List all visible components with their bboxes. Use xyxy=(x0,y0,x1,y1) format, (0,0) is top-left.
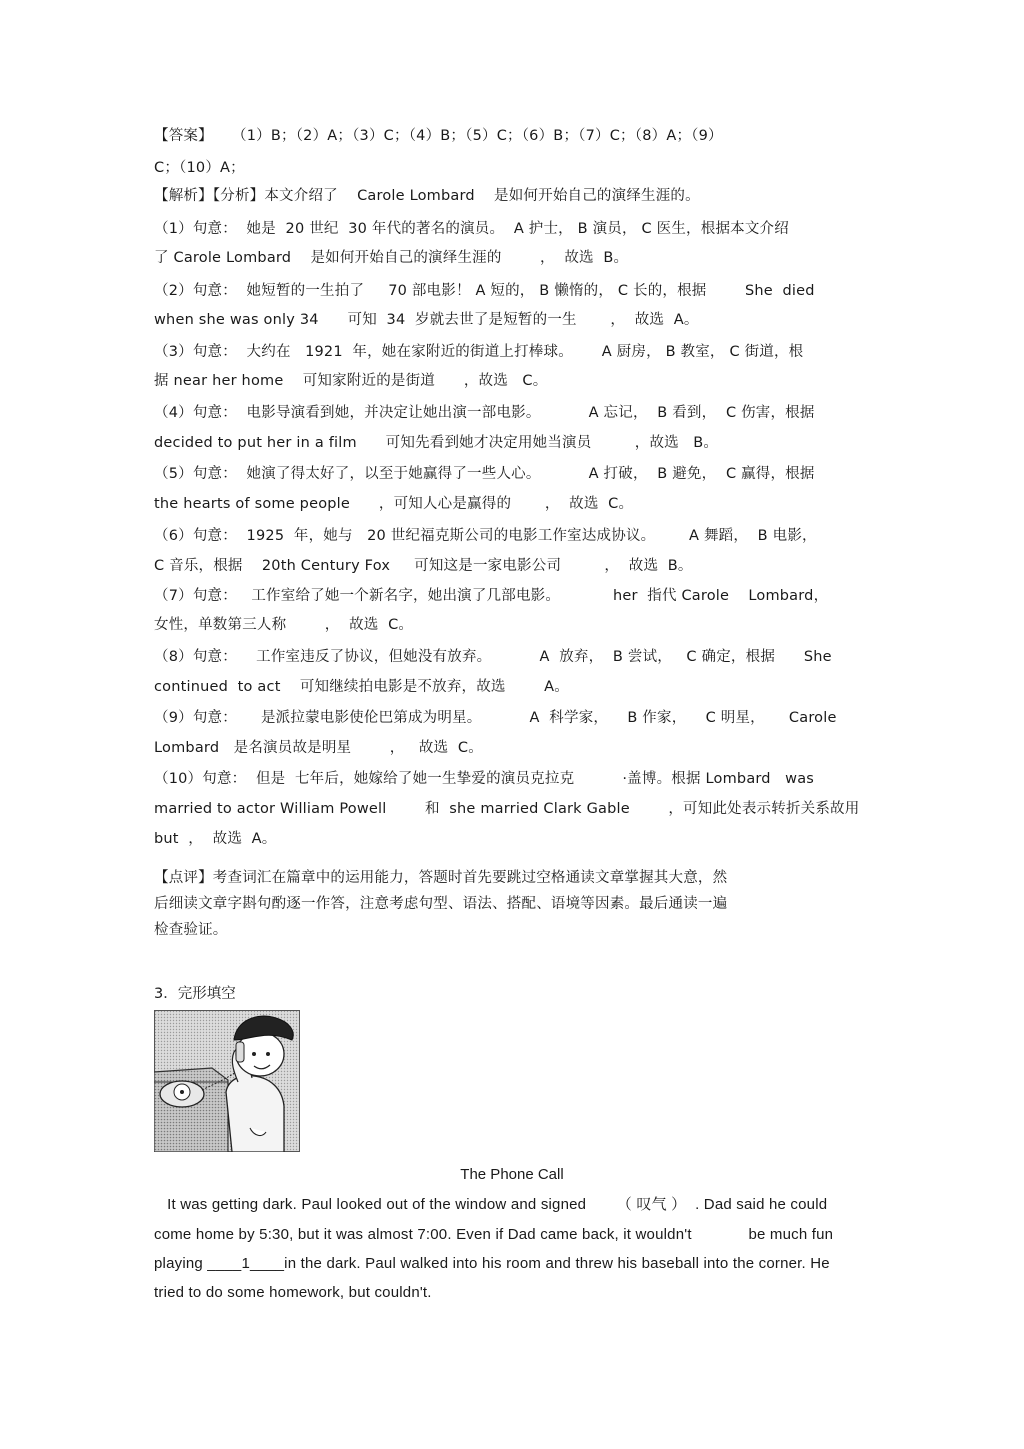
analysis-line: the hearts of some people ，可知人心是赢得的 ， 故选 C。 xyxy=(154,496,634,512)
analysis-line: decided to put her in a film 可知先看到她才决定用她当演员 ，故选 B。 xyxy=(154,435,719,451)
analysis-line: （9）句意： 是派拉蒙电影使伦巴第成为明星。 A 科学家， B 作家， C 明星， Carole xyxy=(154,710,837,726)
analysis-line: （4）句意： 电影导演看到她，并决定让她出演一部电影。 A 忘记， B 看到， C 伤害，根据 xyxy=(154,405,815,421)
analysis-line: 【解析】【分析】本文介绍了 Carole Lombard 是如何开始自己的演绎生涯的。 xyxy=(154,188,700,204)
story-title: The Phone Call xyxy=(460,1166,564,1183)
analysis-line: （7）句意： 工作室给了她一个新名字，她出演了几部电影。 her 指代 Carole Lombard， xyxy=(154,588,829,604)
analysis-line: continued to act 可知继续拍电影是不放弃，故选 A。 xyxy=(154,679,569,695)
analysis-line: （3）句意： 大约在 1921 年，她在家附近的街道上打棒球。 A 厨房， B 教室， C 街道，根 xyxy=(154,344,804,360)
analysis-line: C 音乐，根据 20th Century Fox 可知这是一家电影公司 ， 故选 B。 xyxy=(154,558,693,574)
analysis-line: 女性，单数第三人称 ， 故选 C。 xyxy=(154,617,414,633)
analysis-line: but ， 故选 A。 xyxy=(154,831,277,847)
answer-line: 【答案】 （1）B；（2）A；（3）C；（4）B；（5）C；（6）B；（7）C；（8）A；（9） xyxy=(154,128,723,144)
section-title: 3．完形填空 xyxy=(154,986,236,1002)
boy-on-phone-illustration xyxy=(154,1010,300,1152)
analysis-line: （8）句意： 工作室违反了协议，但她没有放弃。 A 放弃， B 尝试， C 确定，根据 She xyxy=(154,649,832,665)
story-line: It was getting dark. Paul looked out of the window and signed （ 叹气 ） . Dad said he could xyxy=(154,1196,828,1213)
analysis-line: （6）句意： 1925 年，她与 20 世纪福克斯公司的电影工作室达成协议。 A 舞蹈， B 电影， xyxy=(154,528,817,544)
analysis-line: married to actor William Powell 和 she married Clark Gable ，可知此处表示转折关系故用 xyxy=(154,801,860,817)
answer-line: C；（10）A； xyxy=(154,160,245,176)
story-line: playing ____1____in the dark. Paul walked into his room and threw his baseball into the corner. He xyxy=(154,1255,830,1272)
analysis-line: 了 Carole Lombard 是如何开始自己的演绎生涯的 ， 故选 B。 xyxy=(154,250,629,266)
story-line: tried to do some homework, but couldn't. xyxy=(154,1284,432,1301)
analysis-line: Lombard 是名演员故是明星 ， 故选 C。 xyxy=(154,740,483,756)
analysis-line: （1）句意： 她是 20 世纪 30 年代的著名的演员。 A 护士， B 演员， C 医生，根据本文介绍 xyxy=(154,221,789,237)
story-line: come home by 5:30, but it was almost 7:00. Even if Dad came back, it wouldn't be much fun xyxy=(154,1226,834,1243)
review-line: 后细读文章字斟句酌逐一作答，注意考虑句型、语法、搭配、语境等因素。最后通读一遍 xyxy=(154,896,728,912)
review-line: 检查验证。 xyxy=(154,922,228,938)
analysis-line: when she was only 34 可知 34 岁就去世了是短暂的一生 ， 故选 A。 xyxy=(154,312,699,328)
analysis-line: （2）句意： 她短暂的一生拍了 70 部电影！ A 短的， B 懒惰的， C 长的，根据 She died xyxy=(154,283,815,299)
analysis-line: （5）句意： 她演了得太好了，以至于她赢得了一些人心。 A 打破， B 避免， C 赢得，根据 xyxy=(154,466,815,482)
analysis-line: 据 near her home 可知家附近的是街道 ，故选 C。 xyxy=(154,373,548,389)
review-line: 【点评】考查词汇在篇章中的运用能力，答题时首先要跳过空格通读文章掌握其大意，然 xyxy=(154,870,728,886)
analysis-line: （10）句意： 但是 七年后，她嫁给了她一生挚爱的演员克拉克 ·盖博。根据 Lombard was xyxy=(154,771,815,787)
